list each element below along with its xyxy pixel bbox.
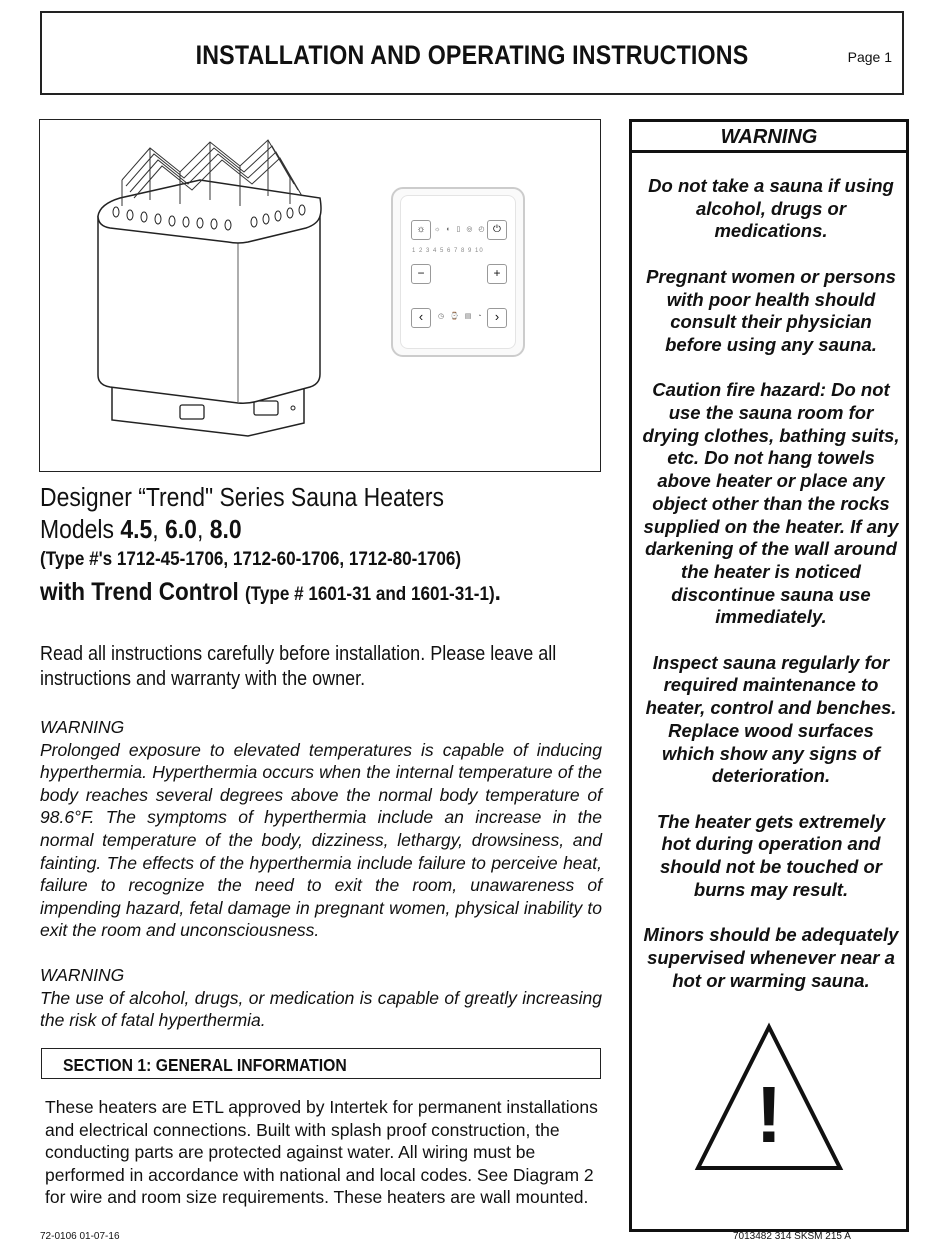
sidebar-paragraph: Pregnant women or persons with poor health should consult their physician before using any sauna. bbox=[646, 265, 896, 355]
sidebar-paragraph: Caution fire hazard: Do not use the sauna room for drying clothes, bathing suits, etc. Do not hang towels above heater or place any object other than the rocks supplied on the heater. If any darkening of the wall around the heater is noticed discontinue sauna use immediately. bbox=[642, 379, 900, 628]
warning-label: WARNING bbox=[40, 965, 125, 985]
sidebar-paragraph: Minors should be adequately supervised whenever near a hot or warming sauna. bbox=[643, 924, 899, 991]
document-title: INSTALLATION AND OPERATING INSTRUCTIONS bbox=[195, 40, 749, 70]
level-numbers: 1 2 3 4 5 6 7 8 9 10 bbox=[412, 248, 484, 254]
sidebar-paragraph: The heater gets extremely hot during operation and should not be touched or burns may result. bbox=[656, 810, 886, 900]
intro-paragraph: Read all instructions carefully before installation. Please leave all instructions and warranty with the owner. bbox=[40, 643, 557, 690]
prev-button[interactable]: ‹ bbox=[411, 308, 431, 328]
model-6-0: 6.0 bbox=[165, 516, 197, 544]
footer-left-code: 72-0106 01-07-16 bbox=[40, 1231, 120, 1242]
product-models-line: Models 4.5, 6.0, 8.0 bbox=[40, 516, 242, 544]
function-icons: ◷ ⌚ ▤ ◔ bbox=[438, 313, 484, 320]
power-icon[interactable]: ⏻ bbox=[487, 220, 507, 240]
sidebar-heading: WARNING bbox=[632, 122, 906, 153]
warning-alcohol bbox=[40, 964, 602, 1032]
warning-label: WARNING bbox=[40, 717, 125, 737]
trend-control-panel bbox=[391, 187, 525, 357]
sidebar-text bbox=[640, 175, 902, 1015]
sidebar-paragraph: Inspect sauna regularly for required maintenance to heater, control and benches. Replace wood surfaces which show any signs of deterioration. bbox=[645, 651, 897, 787]
product-type-numbers: (Type #'s 1712-45-1706, 1712-60-1706, 1712-80-1706) bbox=[40, 549, 462, 570]
next-button[interactable]: › bbox=[487, 308, 507, 328]
warning-text: Prolonged exposure to elevated temperatures is capable of inducing hyperthermia. Hyperthermia occurs when the internal temperature of the body reaches several degrees above the normal body temperature of 98.6°F. The symptoms of hyperthermia include an increase in the normal temperature of the body, dizziness, lethargy, drowsiness, and fainting. The effects of the hyperthermia include failure to perceive heat, failure to recognize the need to exit the room, unawareness of impending hazard, fetal damage in pregnant women, physical inability to exit the room and unconsciousness. bbox=[40, 739, 602, 941]
exclamation-mark: ! bbox=[755, 1070, 783, 1159]
footer-right-code: 7013482 314 SKSM 215 A bbox=[733, 1231, 851, 1242]
control-type-numbers: (Type # 1601-31 and 1601-31-1) bbox=[244, 584, 495, 605]
mode-icons: ☼ ◐ ▯ ◎ ◴ bbox=[434, 226, 487, 233]
product-control-line: with Trend Control (Type # 1601-31 and 1601-31-1). bbox=[40, 578, 501, 606]
heater-body bbox=[98, 216, 320, 403]
sidebar-paragraph: Do not take a sauna if using alcohol, drugs or medications. bbox=[648, 175, 894, 242]
minus-button[interactable]: − bbox=[411, 264, 431, 284]
model-4-5: 4.5 bbox=[120, 516, 153, 544]
product-image-frame bbox=[39, 119, 601, 472]
plus-button[interactable]: + bbox=[487, 264, 507, 284]
section-body: These heaters are ETL approved by Intertek for permanent installations and electrical connections. Built with splash proof construction, the conducting parts are protected against water. All wiring must be performed in accordance with national and local codes. See Diagram 2 for wire and room size requirements. These heaters are wall mounted. bbox=[45, 1097, 598, 1207]
product-series-title: Designer “Trend" Series Sauna Heaters bbox=[40, 484, 445, 512]
warning-hyperthermia bbox=[40, 716, 602, 942]
page-number: Page 1 bbox=[847, 49, 892, 65]
section-title: SECTION 1: GENERAL INFORMATION bbox=[63, 1055, 347, 1075]
light-icon[interactable]: ☼ bbox=[411, 220, 431, 240]
model-8-0: 8.0 bbox=[209, 516, 242, 544]
warning-text: The use of alcohol, drugs, or medication is capable of greatly increasing the risk of fatal hyperthermia. bbox=[40, 987, 602, 1031]
